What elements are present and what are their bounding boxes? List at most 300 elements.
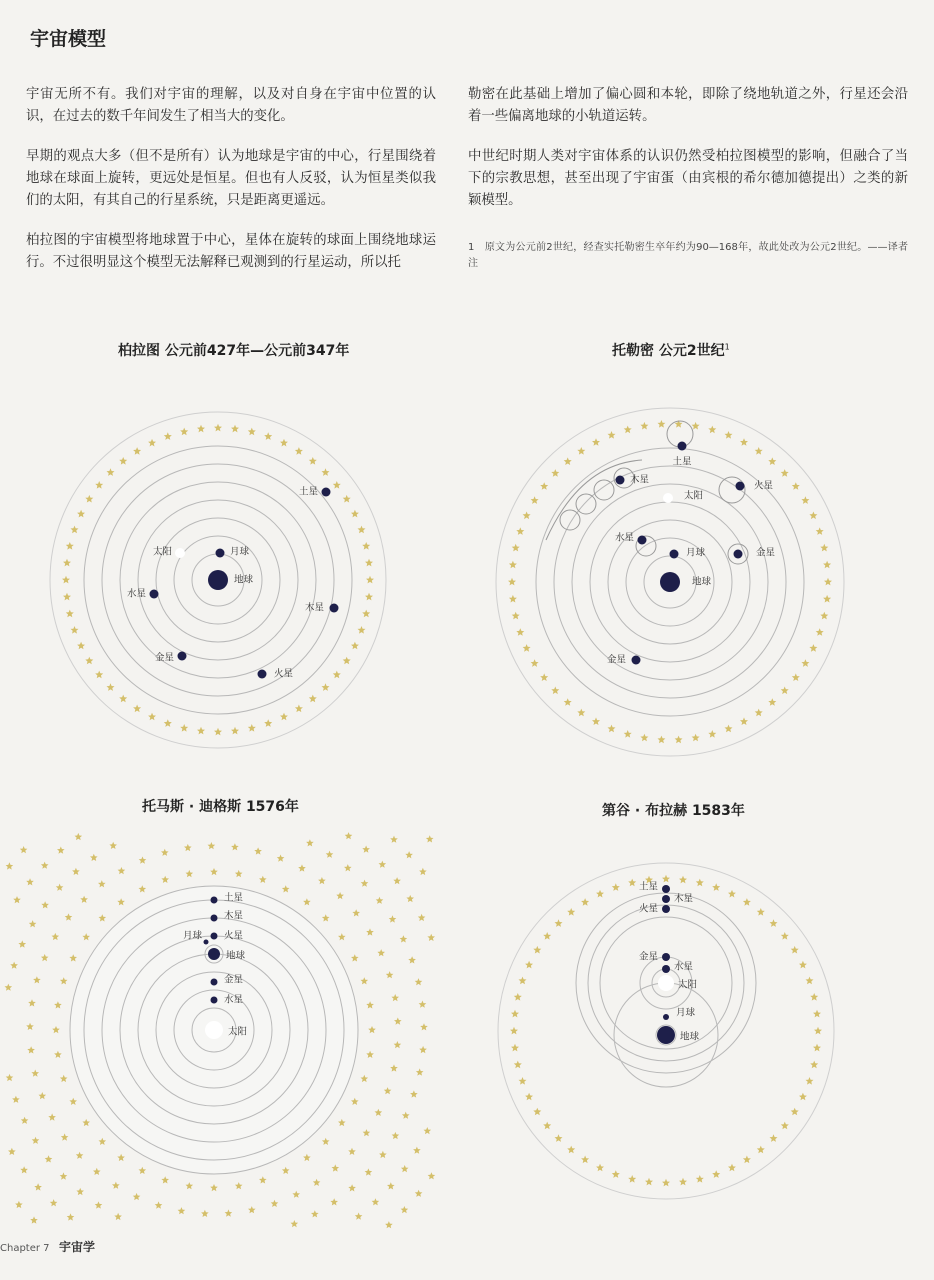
star-icon bbox=[20, 846, 28, 853]
star-icon bbox=[362, 542, 370, 550]
star-icon bbox=[313, 1179, 321, 1186]
star-icon bbox=[114, 1213, 122, 1220]
star-icon bbox=[809, 644, 817, 652]
star-icon bbox=[658, 420, 666, 428]
star-icon bbox=[608, 725, 616, 733]
label-mercury: 水星 bbox=[126, 588, 146, 600]
star-icon bbox=[60, 1075, 68, 1082]
star-icon bbox=[799, 961, 807, 969]
star-icon bbox=[6, 1074, 14, 1081]
star-icon bbox=[133, 705, 141, 713]
star-icon bbox=[509, 595, 517, 603]
star-icon bbox=[390, 836, 398, 843]
star-icon bbox=[345, 832, 353, 839]
star-icon bbox=[231, 843, 239, 850]
star-icon bbox=[816, 628, 824, 636]
earth-dot bbox=[208, 570, 228, 590]
star-icon bbox=[72, 868, 80, 875]
star-icon bbox=[295, 447, 303, 455]
star-icon bbox=[799, 1093, 807, 1101]
star-icon bbox=[531, 659, 539, 667]
star-icon bbox=[69, 954, 77, 961]
star-icon bbox=[624, 730, 632, 738]
star-icon bbox=[376, 897, 384, 904]
star-icon bbox=[640, 422, 648, 430]
label-jupiter: 木星 bbox=[630, 474, 650, 486]
star-icon bbox=[362, 610, 370, 618]
star-icon bbox=[581, 898, 589, 906]
saturn-dot bbox=[322, 488, 331, 497]
star-icon bbox=[810, 993, 818, 1001]
star-icon bbox=[344, 864, 352, 871]
star-icon bbox=[326, 851, 334, 858]
star-icon bbox=[628, 879, 636, 887]
star-icon bbox=[791, 1108, 799, 1116]
plato-model-diagram bbox=[56, 410, 386, 750]
label-venus: 金星 bbox=[224, 974, 244, 986]
star-icon bbox=[41, 901, 49, 908]
diagram-title-ptolemy bbox=[612, 340, 730, 360]
label-moon: 月球 bbox=[182, 930, 202, 942]
star-icon bbox=[76, 1152, 84, 1159]
label-earth: 地球 bbox=[226, 950, 246, 962]
star-icon bbox=[62, 576, 70, 584]
star-icon bbox=[351, 1098, 359, 1105]
star-icon bbox=[712, 883, 720, 891]
star-icon bbox=[311, 1210, 319, 1217]
star-icon bbox=[740, 717, 748, 725]
jupiter-dot bbox=[330, 604, 339, 613]
star-icon bbox=[366, 576, 374, 584]
label-saturn: 土星 bbox=[672, 456, 692, 468]
star-icon bbox=[10, 962, 18, 969]
star-icon bbox=[248, 428, 256, 436]
star-icon bbox=[628, 1175, 636, 1183]
star-icon bbox=[400, 935, 408, 942]
star-icon bbox=[18, 940, 26, 947]
star-icon bbox=[361, 1075, 369, 1082]
star-icon bbox=[277, 855, 285, 862]
star-icon bbox=[781, 932, 789, 940]
star-icon bbox=[419, 1046, 427, 1053]
diagram-title-brahe: 第谷 · 布拉赫 1583年 bbox=[602, 803, 745, 819]
star-icon bbox=[5, 984, 13, 991]
star-icon bbox=[197, 425, 205, 433]
star-icon bbox=[280, 713, 288, 721]
earth-dot bbox=[657, 1026, 675, 1044]
star-icon bbox=[112, 1182, 120, 1189]
star-icon bbox=[581, 1156, 589, 1164]
star-icon bbox=[69, 1098, 77, 1105]
star-icon bbox=[77, 642, 85, 650]
chapter-label: Chapter 7 bbox=[0, 1243, 50, 1254]
mars-dot bbox=[211, 933, 218, 940]
star-icon bbox=[71, 626, 79, 634]
star-icon bbox=[540, 673, 548, 681]
star-icon bbox=[362, 846, 370, 853]
star-icon bbox=[384, 1087, 392, 1094]
star-icon bbox=[48, 1113, 56, 1120]
star-icon bbox=[161, 849, 169, 856]
star-icon bbox=[712, 1170, 720, 1178]
star-icon bbox=[516, 527, 524, 535]
star-icon bbox=[164, 719, 172, 727]
label-moon: 月球 bbox=[230, 546, 250, 558]
star-icon bbox=[45, 1155, 53, 1162]
star-icon bbox=[379, 861, 387, 868]
star-icon bbox=[394, 1018, 402, 1025]
star-icon bbox=[415, 978, 423, 985]
star-icon bbox=[52, 1026, 60, 1033]
star-icon bbox=[401, 1165, 409, 1172]
earth-dot bbox=[208, 948, 220, 960]
star-icon bbox=[32, 1137, 40, 1144]
star-icon bbox=[306, 839, 314, 846]
star-icon bbox=[696, 879, 704, 887]
label-earth: 地球 bbox=[692, 576, 712, 588]
star-icon bbox=[725, 725, 733, 733]
star-icon bbox=[692, 422, 700, 430]
star-icon bbox=[119, 695, 127, 703]
star-icon bbox=[816, 527, 824, 535]
label-venus: 金星 bbox=[756, 547, 776, 559]
jupiter-dot bbox=[662, 895, 670, 903]
diagram-title-digges: 托马斯 · 迪格斯 1576年 bbox=[142, 799, 299, 815]
star-icon bbox=[401, 1206, 409, 1213]
star-icon bbox=[61, 1133, 69, 1140]
star-icon bbox=[95, 1201, 103, 1208]
label-saturn: 土星 bbox=[638, 881, 658, 893]
star-icon bbox=[531, 496, 539, 504]
star-icon bbox=[164, 432, 172, 440]
sun-dot bbox=[175, 548, 185, 558]
text-column-left bbox=[26, 84, 436, 292]
star-icon bbox=[66, 610, 74, 618]
venus-dot bbox=[211, 979, 218, 986]
label-saturn: 土星 bbox=[224, 892, 244, 904]
ptolemy-title-text: 托勒密 公元2世纪 bbox=[612, 343, 725, 359]
paragraph: 勒密在此基础上增加了偏心圆和本轮，即除了绕地轨道之外，行星还会沿着一些偏离地球的小轨道运转。 bbox=[468, 87, 908, 124]
star-icon bbox=[358, 526, 366, 534]
star-icon bbox=[214, 424, 222, 432]
star-icon bbox=[555, 919, 563, 927]
star-icon bbox=[155, 1201, 163, 1208]
star-icon bbox=[390, 1064, 398, 1071]
star-icon bbox=[366, 928, 374, 935]
star-icon bbox=[551, 469, 559, 477]
star-icon bbox=[99, 1138, 107, 1145]
saturn-dot bbox=[211, 897, 218, 904]
star-icon bbox=[15, 1201, 23, 1208]
star-icon bbox=[658, 736, 666, 744]
star-icon bbox=[343, 657, 351, 665]
star-icon bbox=[303, 898, 311, 905]
earth-dot bbox=[660, 572, 680, 592]
star-icon bbox=[107, 683, 115, 691]
star-icon bbox=[740, 438, 748, 446]
epicycle bbox=[560, 510, 580, 530]
star-icon bbox=[377, 949, 385, 956]
star-icon bbox=[330, 1198, 338, 1205]
star-icon bbox=[148, 439, 156, 447]
star-icon bbox=[708, 426, 716, 434]
star-icon bbox=[809, 512, 817, 520]
star-icon bbox=[540, 482, 548, 490]
paragraph: 柏拉图的宇宙模型将地球置于中心，星体在旋转的球面上围绕地球运行。不过很明显这个模型无法解释已观测到的行星运动，所以托 bbox=[26, 233, 436, 270]
star-icon bbox=[85, 657, 93, 665]
star-icon bbox=[52, 933, 60, 940]
star-icon bbox=[41, 862, 49, 869]
star-icon bbox=[428, 1172, 436, 1179]
star-icon bbox=[743, 1156, 751, 1164]
star-icon bbox=[71, 526, 79, 534]
ptolemy-model-diagram bbox=[500, 410, 860, 760]
star-icon bbox=[161, 1176, 169, 1183]
moon-dot bbox=[204, 940, 209, 945]
star-icon bbox=[361, 977, 369, 984]
sun-dot bbox=[205, 1021, 223, 1039]
star-icon bbox=[33, 976, 41, 983]
star-icon bbox=[792, 673, 800, 681]
star-icon bbox=[90, 854, 98, 861]
star-icon bbox=[336, 892, 344, 899]
star-icon bbox=[413, 1147, 421, 1154]
star-icon bbox=[410, 1090, 418, 1097]
star-icon bbox=[26, 1023, 34, 1030]
star-icon bbox=[592, 438, 600, 446]
star-icon bbox=[577, 447, 585, 455]
star-icon bbox=[372, 1198, 380, 1205]
star-icon bbox=[298, 864, 306, 871]
star-icon bbox=[82, 933, 90, 940]
star-icon bbox=[333, 481, 341, 489]
star-icon bbox=[50, 1199, 58, 1206]
label-jupiter: 木星 bbox=[304, 602, 324, 614]
star-icon bbox=[424, 1127, 432, 1134]
star-icon bbox=[348, 1148, 356, 1155]
mercury-dot bbox=[638, 536, 647, 545]
star-icon bbox=[27, 1046, 35, 1053]
star-icon bbox=[577, 709, 585, 717]
star-icon bbox=[405, 851, 413, 858]
star-icon bbox=[743, 898, 751, 906]
star-icon bbox=[201, 1210, 209, 1217]
star-icon bbox=[322, 683, 330, 691]
star-icon bbox=[813, 1044, 821, 1052]
star-icon bbox=[612, 1170, 620, 1178]
star-icon bbox=[254, 847, 262, 854]
star-icon bbox=[77, 510, 85, 518]
star-icon bbox=[358, 626, 366, 634]
star-icon bbox=[351, 510, 359, 518]
star-icon bbox=[823, 595, 831, 603]
mars-dot bbox=[736, 482, 745, 491]
star-icon bbox=[402, 1112, 410, 1119]
star-icon bbox=[259, 876, 267, 883]
star-icon bbox=[781, 469, 789, 477]
star-icon bbox=[365, 593, 373, 601]
star-icon bbox=[728, 1164, 736, 1172]
star-icon bbox=[592, 717, 600, 725]
star-icon bbox=[692, 734, 700, 742]
star-icon bbox=[564, 457, 572, 465]
star-icon bbox=[63, 593, 71, 601]
star-icon bbox=[770, 919, 778, 927]
label-earth: 地球 bbox=[680, 1031, 700, 1043]
star-icon bbox=[66, 542, 74, 550]
star-icon bbox=[225, 1209, 233, 1216]
star-icon bbox=[264, 432, 272, 440]
star-icon bbox=[394, 1041, 402, 1048]
star-icon bbox=[117, 1154, 125, 1161]
star-icon bbox=[332, 1164, 340, 1171]
star-icon bbox=[13, 896, 21, 903]
star-icon bbox=[82, 1119, 90, 1126]
label-jupiter: 木星 bbox=[674, 893, 694, 905]
star-icon bbox=[567, 1146, 575, 1154]
star-icon bbox=[596, 890, 604, 898]
star-icon bbox=[282, 885, 290, 892]
star-icon bbox=[391, 994, 399, 1001]
mercury-dot bbox=[211, 997, 218, 1004]
star-icon bbox=[755, 447, 763, 455]
star-icon bbox=[28, 999, 36, 1006]
star-icon bbox=[322, 914, 330, 921]
star-icon bbox=[118, 867, 126, 874]
star-icon bbox=[801, 496, 809, 504]
star-icon bbox=[57, 847, 65, 854]
star-icon bbox=[107, 468, 115, 476]
star-icon bbox=[264, 719, 272, 727]
star-icon bbox=[509, 561, 517, 569]
star-icon bbox=[109, 842, 117, 849]
star-icon bbox=[322, 1138, 330, 1145]
star-icon bbox=[259, 1176, 267, 1183]
star-icon bbox=[248, 1206, 256, 1213]
star-icon bbox=[419, 868, 427, 875]
text-column-right bbox=[468, 84, 908, 290]
star-icon bbox=[387, 1182, 395, 1189]
star-icon bbox=[523, 512, 531, 520]
star-icon bbox=[426, 835, 434, 842]
star-icon bbox=[781, 687, 789, 695]
star-icon bbox=[508, 578, 516, 586]
jupiter-dot bbox=[211, 915, 218, 922]
star-icon bbox=[295, 705, 303, 713]
star-icon bbox=[366, 1051, 374, 1058]
star-icon bbox=[415, 1190, 423, 1197]
venus-outer-dot bbox=[632, 656, 641, 665]
label-mercury: 水星 bbox=[224, 994, 244, 1006]
star-icon bbox=[365, 559, 373, 567]
star-icon bbox=[519, 977, 527, 985]
star-icon bbox=[366, 1001, 374, 1008]
star-icon bbox=[533, 1108, 541, 1116]
star-icon bbox=[99, 914, 107, 921]
star-icon bbox=[519, 1077, 527, 1085]
star-icon bbox=[543, 1122, 551, 1130]
star-icon bbox=[348, 1184, 356, 1191]
star-icon bbox=[98, 880, 106, 887]
star-icon bbox=[21, 1117, 29, 1124]
star-icon bbox=[662, 875, 670, 883]
star-icon bbox=[133, 447, 141, 455]
star-icon bbox=[564, 698, 572, 706]
saturn-dot bbox=[662, 885, 670, 893]
star-icon bbox=[516, 628, 524, 636]
star-icon bbox=[792, 482, 800, 490]
moon-dot bbox=[670, 550, 679, 559]
star-icon bbox=[385, 1221, 393, 1228]
star-icon bbox=[416, 1068, 424, 1075]
star-icon bbox=[814, 1027, 822, 1035]
star-icon bbox=[386, 971, 394, 978]
star-icon bbox=[770, 1134, 778, 1142]
star-icon bbox=[41, 954, 49, 961]
star-icon bbox=[512, 612, 520, 620]
star-icon bbox=[810, 1061, 818, 1069]
star-icon bbox=[525, 1093, 533, 1101]
star-icon bbox=[139, 857, 147, 864]
diagram-title-plato: 柏拉图 公元前427年—公元前347年 bbox=[118, 343, 350, 359]
label-earth: 地球 bbox=[234, 574, 254, 586]
star-icon bbox=[31, 1070, 39, 1077]
label-saturn: 土星 bbox=[298, 486, 318, 498]
star-icon bbox=[322, 468, 330, 476]
saturn-dot bbox=[678, 442, 687, 451]
star-icon bbox=[512, 544, 520, 552]
star-icon bbox=[363, 1129, 371, 1136]
star-icon bbox=[679, 876, 687, 884]
star-icon bbox=[338, 1119, 346, 1126]
star-icon bbox=[823, 561, 831, 569]
star-icon bbox=[361, 880, 369, 887]
mars-dot bbox=[662, 905, 670, 913]
star-icon bbox=[231, 727, 239, 735]
star-icon bbox=[139, 885, 147, 892]
star-icon bbox=[567, 908, 575, 916]
star-icon bbox=[418, 914, 426, 921]
moon-dot bbox=[663, 1014, 669, 1020]
star-icon bbox=[543, 932, 551, 940]
star-icon bbox=[728, 890, 736, 898]
star-icon bbox=[725, 431, 733, 439]
star-icon bbox=[612, 883, 620, 891]
mercury-dot bbox=[150, 590, 159, 599]
star-icon bbox=[801, 659, 809, 667]
star-icon bbox=[56, 884, 64, 891]
star-icon bbox=[813, 1010, 821, 1018]
star-icon bbox=[210, 868, 218, 875]
epicycle bbox=[594, 480, 614, 500]
star-icon bbox=[67, 1213, 75, 1220]
footnote: 1 原文为公元前2世纪，经查实托勒密生卒年约为90—168年，故此处改为公元2世纪。——译者注 bbox=[468, 242, 908, 269]
star-icon bbox=[60, 977, 68, 984]
venus-dot bbox=[734, 550, 743, 559]
star-icon bbox=[54, 1051, 62, 1058]
star-icon bbox=[375, 1109, 383, 1116]
star-icon bbox=[351, 642, 359, 650]
star-icon bbox=[26, 878, 34, 885]
star-icon bbox=[696, 1175, 704, 1183]
star-icon bbox=[791, 946, 799, 954]
label-venus-outer: 金星 bbox=[606, 654, 626, 666]
star-icon bbox=[235, 1182, 243, 1189]
star-icon bbox=[338, 933, 346, 940]
star-icon bbox=[514, 993, 522, 1001]
star-icon bbox=[419, 1001, 427, 1008]
star-icon bbox=[365, 1168, 373, 1175]
